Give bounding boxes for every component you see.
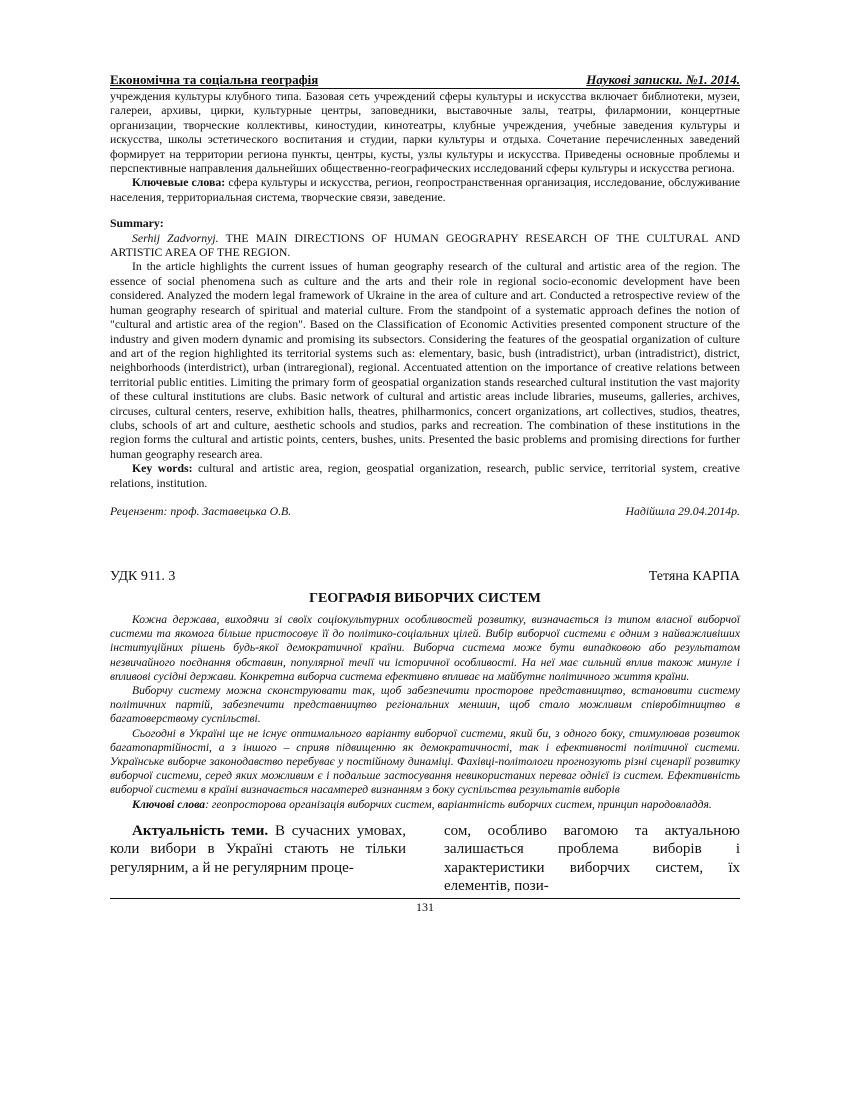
summary-heading: Summary: [110,216,164,231]
udk-code: УДК 911. 3 [110,568,176,584]
article-keywords-text: : геопросторова організація виборчих систем, варіантність виборчих систем, принцип народовладдя. [205,797,712,811]
review-line [110,504,740,519]
body-column-left [110,822,406,896]
journal-issue: Наукові записки. №1. 2014. [586,72,740,87]
article-title: ГЕОГРАФІЯ ВИБОРЧИХ СИСТЕМ [309,590,541,606]
ru-keywords-text: сфера культуры и искусства, регион, геопространственная организация, исследование, обслуживание населения, территориальная система, творческие связи, заведение. [110,175,740,204]
abstract-paragraph-1: Кожна держава, виходячи зі своїх соціокультурних особливостей розвитку, визначається із типом власної виборчої системи та якомога більше пристосовує її до політико-соціальних цілей. Вибір виборчої системи є одним з найважливіших інституційних рішень будь-якої демократичної країни. Виборча система може бути випадковою або результатом незвичайного поєднання обставин, популярної течії чи історичної особливості. На неї має сильний вплив також минуле і впливові сусідні держави. Конкретна виборча система ефективно впливає на майбутнє політичного життя країни. [110,612,740,683]
relevance-text: В сучасних умовах, коли вибори в Україні стають не тільки регулярним, а й не регулярним проце- [110,822,406,876]
running-header [110,72,740,89]
relevance-label: Актуальність теми. [132,822,269,839]
article-keywords [110,798,740,812]
summary-keywords [110,461,740,490]
abstract-paragraph-3: Сьогодні в Україні ще не існує оптимального варіанту виборчої системи, який би, з одного боку, стимулював розвиток багатопартійності, а з іншого – сприяв підвищенню як демократичності, так і ефективності політичної системи. Українське виборче законодавство перебуває у постійному динаміці. Фахівці-політологи прогнозують різні сценарії розвитку виборчої системи, серед яких можливим є і подальше застосування невикористаних переваг однієї із систем. Ефективність виборчої системи в країні визначається насамперед визнанням з боку суспільства результатів виборів [110,726,740,797]
summary-title-text: THE MAIN DIRECTIONS OF HUMAN GEOGRAPHY RESEARCH OF THE CULTURAL AND ARTISTIC AREA OF THE REGION. [110,230,741,260]
received-date: Надійшла 29.04.2014р. [625,503,740,518]
article-author: Тетяна КАРПА [648,568,740,584]
summary-keywords-text: cultural and artistic area, region, geospatial organization, research, public service, territorial system, creative relations, institution. [110,461,740,490]
article-keywords-label: Ключові слова [132,797,206,811]
summary-author: Serhij Zadvornyj. [132,230,219,245]
ru-keywords [110,175,740,204]
summary-body: In the article highlights the current issues of human geography research of the cultural and artistic area of the region. The essence of social phenomena such as culture and the arts and their role in regional socio-economic development have been considered. Analyzed the modern legal framework of Ukraine in the area of culture and art. Conducted a retrospective review of the human geography research of spiritual and material culture. From the standpoint of a systematic approach defines the notion of "cultural and artistic area of the region". Based on the Classification of Economic Activities presented component structure of the industry and given modern dynamic and promising its subsectors. Considering the features of the geospatial organization of culture and art of the region highlighted its territorial systems such as: elementary, basic, bush (intradistrict), urban (intradistrict), district, neighborhoods (interdistrict), urban (intraregional), regional. Accentuated attention on the importance of creative relations between territorial public entities. Limiting the primary form of geospatial organization stands researched cultural institution the vast majority of these cultural institutions are clubs. Basic network of cultural and artistic areas include libraries, museums, galleries, archives, circuses, cultural centers, reserve, exhibition halls, theatres, philharmonics, concert organizations, art collectives, studios, theatres, clubs, schools of art and culture, aesthetic schools and studios, parks and recreation. The combination of these institutions in the region forms the cultural and artistic points, centers, bushes, units. Presented the basic problems and promising directions for further human geography research area. [110,259,740,461]
summary-keywords-label: Key words: [132,461,193,476]
summary-title [110,231,740,260]
page [110,72,740,915]
article-meta [110,569,740,585]
abstract-paragraph-2: Виборчу систему можна сконструювати так, щоб забезпечити просторове представництво, встановити систему політичних партій, забезпечити представництво регіональних меншин, щоб стало можливим співробітництво в багатоверствому суспільстві. [110,683,740,726]
reviewer: Рецензент: проф. Заставецька О.В. [110,503,292,518]
footer-rule [110,898,740,899]
journal-section: Економічна та соціальна географія [110,72,319,87]
body-columns [110,822,740,896]
ru-keywords-label: Ключевые слова: [132,175,226,190]
page-number: 131 [416,899,434,914]
body-column-right: сом, особливо вагомою та актуальною залишається проблема виборів і характеристики виборчих систем, їх елементів, пози- [444,822,740,895]
ru-abstract-continuation: учреждения культуры клубного типа. Базовая сеть учреждений сферы культуры и искусства включает библиотеки, музеи, галереи, архивы, цирки, культурные центры, заповедники, выставочные залы, театры, филармонии, концертные организации, творческие коллективы, киностудии, кинотеатры, клубные учреждения, учебные заведения культуры и искусства, школы эстетического воспитания и студии, парки культуры и отдыха. Сочетание перечисленных заведений формирует на территории региона пункты, центры, кусты, узлы культуры и искусства. Приведены основные проблемы и перспективные направления дальнейших общественно-географических исследований сферы культуры и искусства региона. [110,89,740,176]
